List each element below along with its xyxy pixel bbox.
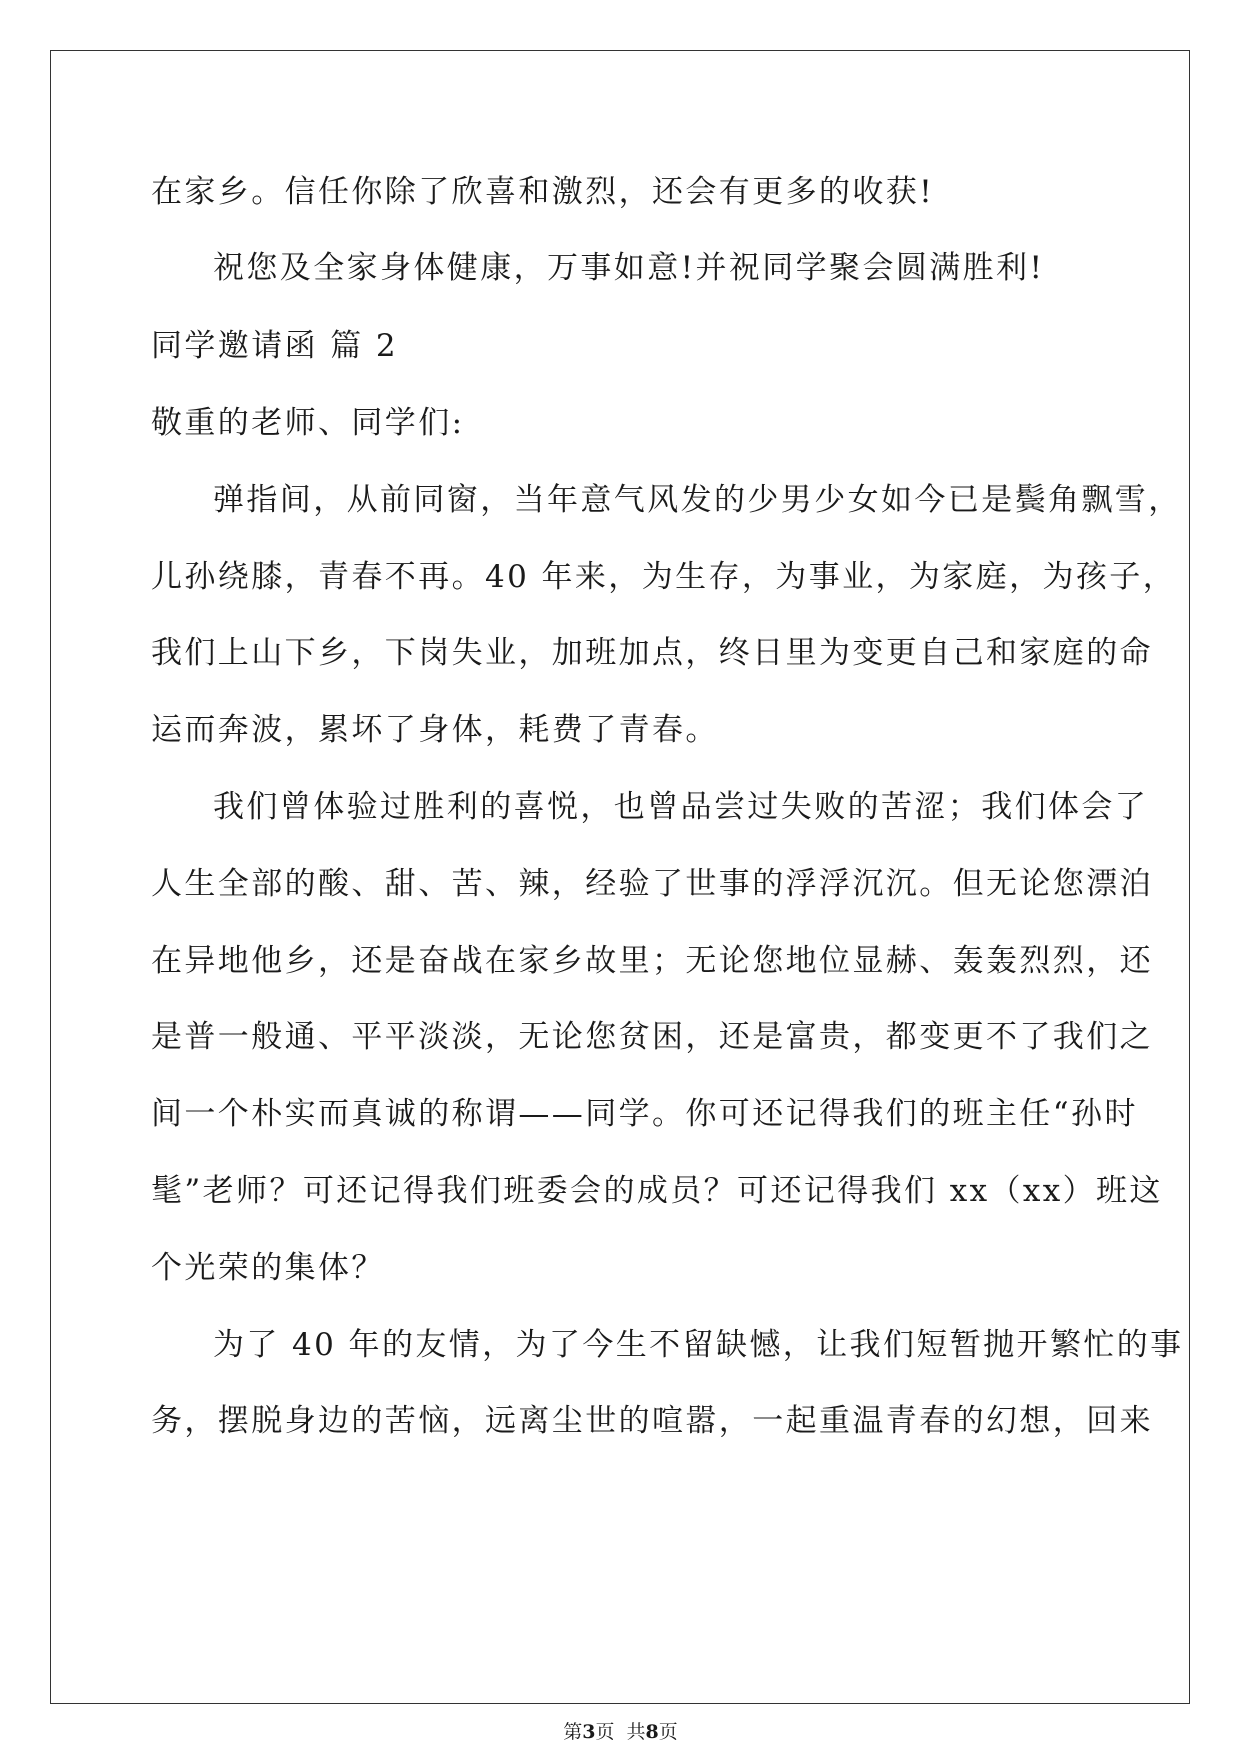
body-line: 个光荣的集体？ (151, 1250, 385, 1286)
section-heading: 同学邀请函 篇 2 (151, 328, 399, 364)
footer-mid: 页 共 (595, 1721, 646, 1743)
body-line: 人生全部的酸、甜、苦、辣，经验了世事的浮浮沉沉。但无论您漂泊 (151, 866, 1153, 902)
page-footer (0, 1720, 1241, 1744)
body-line: 我们曾体验过胜利的喜悦，也曾品尝过失败的苦涩；我们体会了 (213, 789, 1149, 825)
total-page-number: 8 (645, 1721, 659, 1743)
body-line: 弹指间，从前同窗，当年意气风发的少男少女如今已是鬓角飘雪， (213, 482, 1182, 518)
body-line: 儿孙绕膝，青春不再。40 年来，为生存，为事业，为家庭，为孩子， (151, 559, 1177, 595)
body-line: 间一个朴实而真诚的称谓——同学。你可还记得我们的班主任“孙时 (151, 1096, 1138, 1132)
body-line: 运而奔波，累坏了身体，耗费了青春。 (151, 712, 719, 748)
body-line: 在家乡。信任你除了欣喜和激烈，还会有更多的收获! (151, 174, 935, 210)
body-line: 为了 40 年的友情，为了今生不留缺憾，让我们短暂抛开繁忙的事 (213, 1327, 1184, 1363)
salutation: 敬重的老师、同学们: (151, 405, 465, 441)
footer-suffix: 页 (658, 1721, 678, 1743)
body-line: 是普一般通、平平淡淡，无论您贫困，还是富贵，都变更不了我们之 (151, 1019, 1153, 1055)
closing-wish: 祝您及全家身体健康，万事如意!并祝同学聚会圆满胜利! (213, 250, 1045, 286)
body-line: 在异地他乡，还是奋战在家乡故里；无论您地位显赫、轰轰烈烈，还 (151, 943, 1153, 979)
current-page-number: 3 (582, 1721, 596, 1743)
body-line: 务，摆脱身边的苦恼，远离尘世的喧嚣，一起重温青春的幻想，回来 (151, 1403, 1153, 1439)
footer-prefix: 第 (563, 1721, 583, 1743)
body-line: 我们上山下乡，下岗失业，加班加点，终日里为变更自己和家庭的命 (151, 635, 1153, 671)
body-line: 髦”老师？可还记得我们班委会的成员？可还记得我们 xx（xx）班这 (151, 1173, 1163, 1209)
